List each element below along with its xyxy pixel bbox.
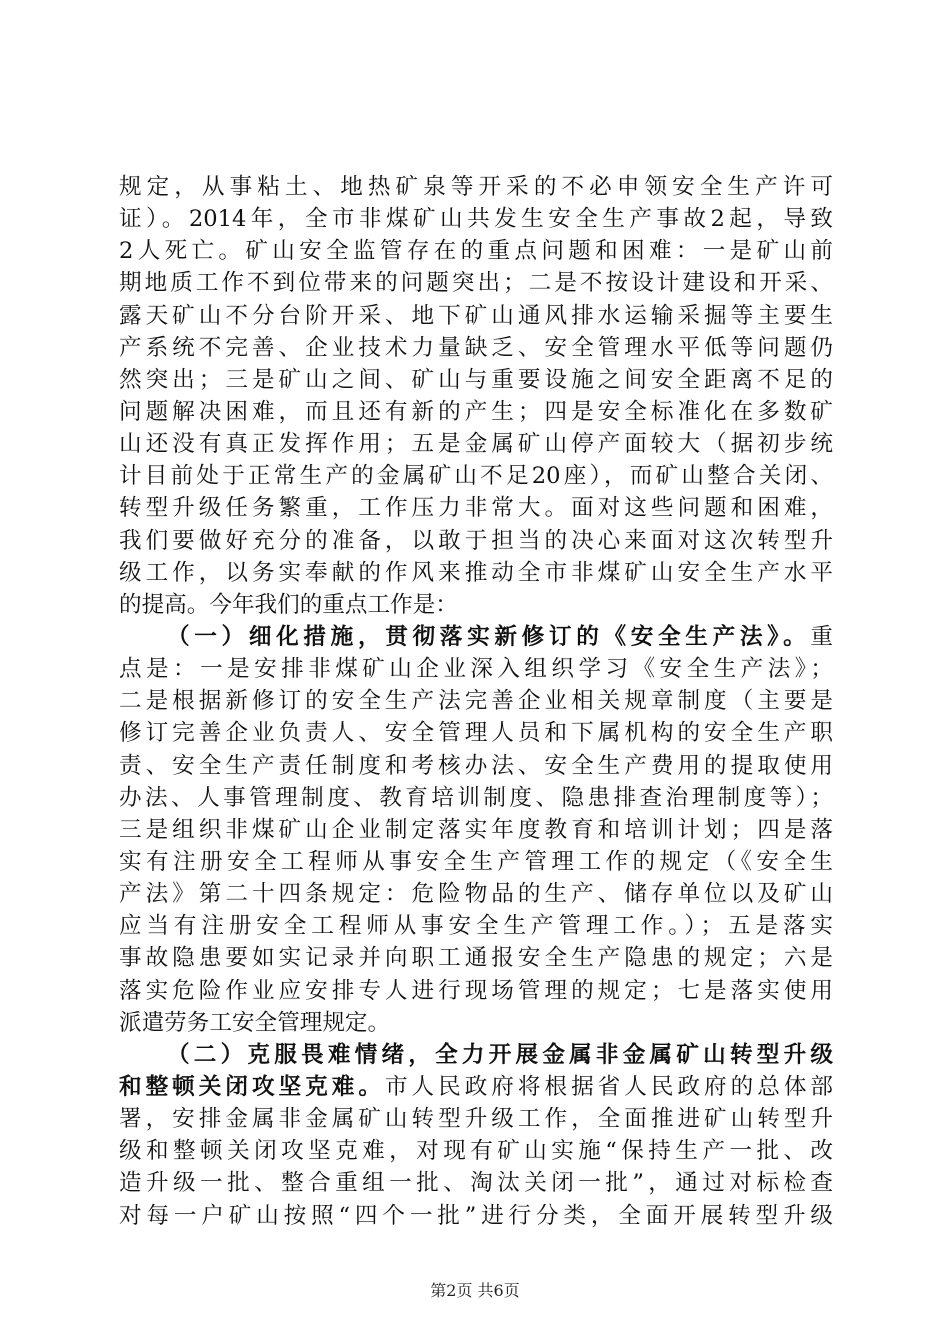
line-text: 级工作，以务实奉献的作风来推动全市非煤矿山安全生产水平 bbox=[119, 559, 833, 586]
text-line bbox=[119, 267, 833, 299]
line-text: 我们要做好充分的准备，以敢于担当的决心来面对这次转型升 bbox=[119, 527, 833, 554]
line-text: 二是根据新修订的安全生产法完善企业相关规章制度（主要是 bbox=[119, 688, 833, 715]
line-text: 市人民政府将根据省人民政府的总体部 bbox=[384, 1073, 833, 1100]
line-text: 修订完善企业负责人、安全管理人员和下属机构的安全生产职 bbox=[119, 720, 833, 747]
line-text: 办法、人事管理制度、教育培训制度、隐患排查治理制度等）； bbox=[119, 784, 833, 811]
line-text: 计目前处于正常生产的金属矿山不足20座），而矿山整合关闭、 bbox=[119, 463, 833, 490]
line-text: 级和整顿关闭攻坚克难，对现有矿山实施“保持生产一批、改 bbox=[119, 1138, 833, 1165]
line-text: 署，安排金属非金属矿山转型升级工作，全面推进矿山转型升 bbox=[119, 1106, 833, 1133]
text-line bbox=[119, 1039, 833, 1071]
line-text: 问题解决困难，而且还有新的产生；四是安全标准化在多数矿 bbox=[119, 398, 833, 425]
text-line bbox=[119, 557, 833, 589]
text-line bbox=[119, 975, 833, 1007]
line-text: 责、安全生产责任制度和考核办法、安全生产费用的提取使用 bbox=[119, 752, 833, 779]
line-text: 点是：一是安排非煤矿山企业深入组织学习《安全生产法》； bbox=[119, 656, 833, 683]
text-line bbox=[119, 1200, 833, 1232]
line-text: 的提高。今年我们的重点工作是： bbox=[119, 591, 458, 618]
text-line bbox=[119, 300, 833, 332]
text-line bbox=[119, 332, 833, 364]
text-line bbox=[119, 782, 833, 814]
page-footer: 第2页 共6页 bbox=[430, 1281, 520, 1300]
text-line bbox=[119, 814, 833, 846]
line-text: 证）。2014年，全市非煤矿山共发生安全生产事故2起，导致 bbox=[119, 206, 833, 233]
text-line bbox=[119, 203, 833, 235]
text-line bbox=[119, 460, 833, 492]
text-line bbox=[119, 717, 833, 749]
line-text: 重 bbox=[810, 623, 833, 650]
text-line bbox=[119, 846, 833, 878]
text-line bbox=[119, 685, 833, 717]
text-line bbox=[119, 235, 833, 267]
line-text: 对每一户矿山按照“四个一批”进行分类，全面开展转型升级 bbox=[119, 1202, 833, 1229]
text-line bbox=[119, 942, 833, 974]
line-text: 三是组织非煤矿山企业制定落实年度教育和培训计划；四是落 bbox=[119, 816, 833, 843]
line-text: 规定，从事粘土、地热矿泉等开采的不必申领安全生产许可 bbox=[119, 174, 833, 200]
line-text: 应当有注册安全工程师从事安全生产管理工作。）；五是落实 bbox=[119, 913, 833, 940]
text-line bbox=[119, 910, 833, 942]
line-text: 事故隐患要如实记录并向职工通报安全生产隐患的规定；六是 bbox=[119, 945, 833, 972]
line-text: 产法》第二十四条规定：危险物品的生产、储存单位以及矿山 bbox=[119, 881, 833, 908]
line-text: 2人死亡。矿山安全监管存在的重点问题和困难：一是矿山前 bbox=[119, 238, 833, 265]
line-text: 山还没有真正发挥作用；五是金属矿山停产面较大（据初步统 bbox=[119, 431, 833, 458]
text-line bbox=[119, 878, 833, 910]
line-text: 露天矿山不分台阶开采、地下矿山通风排水运输采掘等主要生 bbox=[119, 302, 833, 329]
text-line bbox=[119, 171, 833, 203]
bold-heading: （一）细化措施，贯彻落实新修订的《安全生产法》。 bbox=[167, 623, 811, 650]
line-text: 转型升级任务繁重，工作压力非常大。面对这些问题和困难， bbox=[119, 495, 833, 522]
text-line bbox=[119, 396, 833, 428]
bold-heading: （二）克服畏难情绪，全力开展金属非金属矿山转型升级 bbox=[167, 1041, 833, 1068]
bold-heading: 和整顿关闭攻坚克难。 bbox=[119, 1073, 385, 1100]
text-line bbox=[119, 525, 833, 557]
text-line bbox=[119, 1007, 833, 1039]
line-text: 期地质工作不到位带来的问题突出；二是不按设计建设和开采、 bbox=[119, 270, 833, 297]
line-text: 落实危险作业应安排专人进行现场管理的规定；七是落实使用 bbox=[119, 977, 833, 1004]
text-line bbox=[119, 750, 833, 782]
line-text: 然突出；三是矿山之间、矿山与重要设施之间安全距离不足的 bbox=[119, 366, 833, 393]
text-line bbox=[119, 653, 833, 685]
line-text: 产系统不完善、企业技术力量缺乏、安全管理水平低等问题仍 bbox=[119, 334, 833, 361]
line-text: 派遣劳务工安全管理规定。 bbox=[119, 1009, 391, 1036]
text-line bbox=[119, 589, 833, 621]
text-line bbox=[119, 1103, 833, 1135]
text-line bbox=[119, 621, 833, 653]
text-line bbox=[119, 428, 833, 460]
line-text: 实有注册安全工程师从事安全生产管理工作的规定（《安全生 bbox=[119, 848, 833, 875]
line-text: 造升级一批、整合重组一批、淘汰关闭一批”，通过对标检查 bbox=[119, 1170, 833, 1197]
text-line bbox=[119, 1071, 833, 1103]
document-body bbox=[119, 171, 833, 1232]
text-line bbox=[119, 364, 833, 396]
text-line bbox=[119, 492, 833, 524]
text-line bbox=[119, 1135, 833, 1167]
text-line bbox=[119, 1167, 833, 1199]
